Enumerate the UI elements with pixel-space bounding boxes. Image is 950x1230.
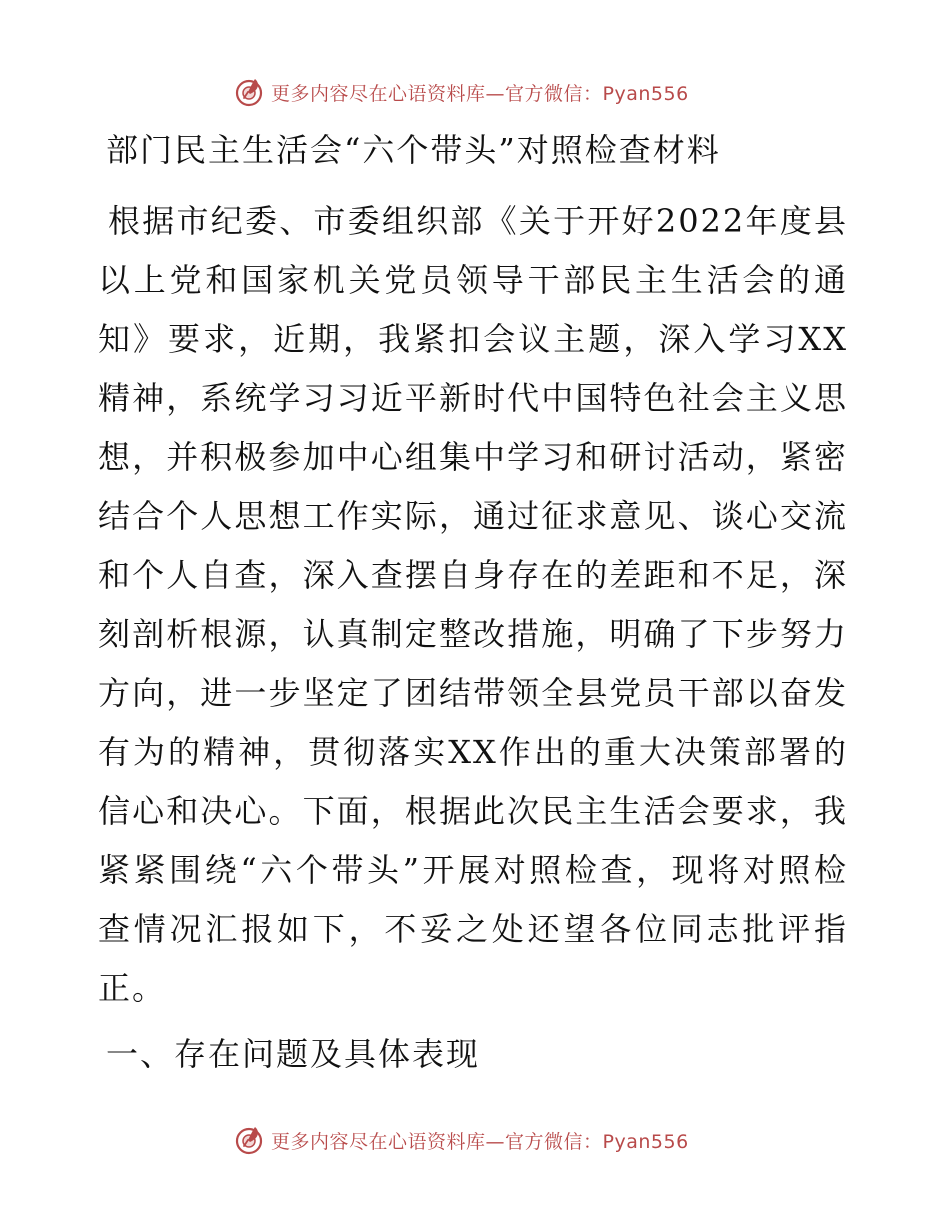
header-watermark — [233, 72, 689, 112]
quill-pen-logo-icon — [233, 1124, 265, 1156]
document-title: 部门民主生活会“六个带头”对照检查材料 — [106, 131, 721, 169]
document-body-paragraph: 根据市纪委、市委组织部《关于开好2022年度县以上党和国家机关党员领导干部民主生活会的通知》要求，近期，我紧扣会议主题，深入学习XX精神，系统学习习近平新时代中国特色社会主义思想，并积极参加中心组集中学习和研讨活动，紧密结合个人思想工作实际，通过征求意见、谈心交流和个人自查，深入查摆自身存在的差距和不足，深刻剖析根源，认真制定整改措施，明确了下步努力方向，进一步坚定了团结带领全县党员干部以奋发有为的精神，贯彻落实XX作出的重大决策部署的信心和决心。下面，根据此次民主生活会要求，我紧紧围绕“六个带头”开展对照检查，现将对照检查情况汇报如下，不妥之处还望各位同志批评指正。 — [98, 202, 848, 1007]
section-heading: 一、存在问题及具体表现 — [106, 1035, 481, 1073]
watermark-text: 更多内容尽在心语资料库—官方微信：Pyan556 — [271, 1130, 689, 1153]
quill-pen-logo-icon — [233, 76, 265, 108]
footer-watermark — [233, 1120, 689, 1160]
watermark-text: 更多内容尽在心语资料库—官方微信：Pyan556 — [271, 82, 689, 105]
